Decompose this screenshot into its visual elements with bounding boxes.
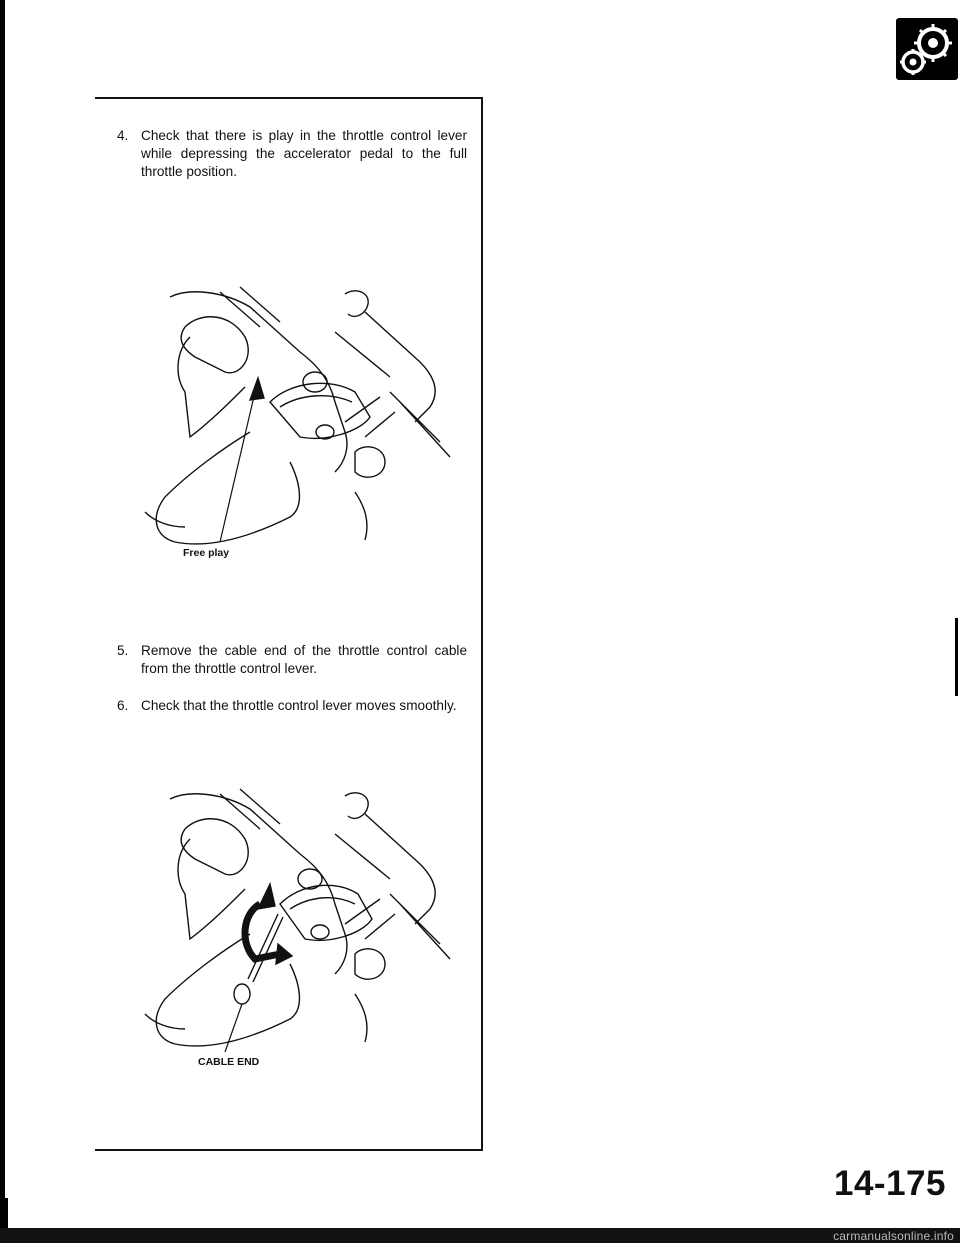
step-text: Check that the throttle control lever moves smoothly. [141,698,457,713]
free-play-illustration [130,282,470,572]
step-number: 4. [117,128,129,143]
bottom-strip [0,1228,960,1243]
page-number: 14-175 [834,1164,946,1203]
cable-end-illustration [130,784,470,1084]
free-play-label: Free play [183,547,230,559]
cable-end-label: CABLE END [198,1056,260,1068]
engine-electrical-section-icon [896,18,958,80]
step-number: 5. [117,643,129,658]
binding-edge-bar [0,0,5,1243]
watermark: carmanualsonline.info [833,1229,954,1243]
step-text: Remove the cable end of the throttle control cable from the throttle control lever. [141,643,467,676]
margin-mark [955,618,958,696]
step-text: Check that there is play in the throttle control lever while depressing the accelerator pedal to the full throttle position. [141,128,467,179]
step-number: 6. [117,698,129,713]
